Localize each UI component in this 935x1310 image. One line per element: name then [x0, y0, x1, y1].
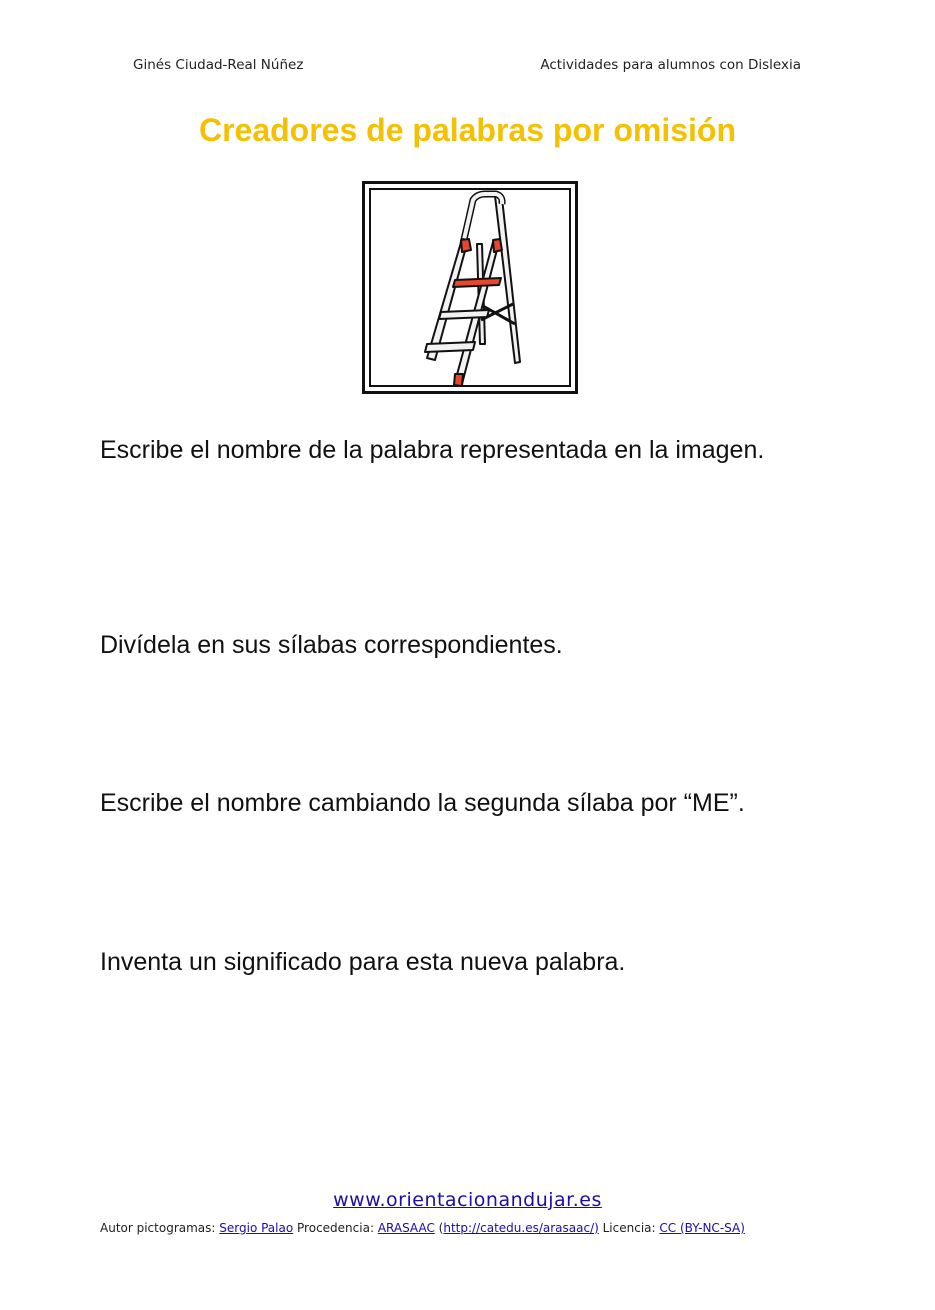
- question-1: Escribe el nombre de la palabra representada en la imagen.: [100, 436, 765, 464]
- license-link[interactable]: CC (BY-NC-SA): [659, 1221, 745, 1235]
- source-open: (: [438, 1221, 444, 1235]
- arasaac-link[interactable]: ARASAAC: [377, 1221, 435, 1235]
- arasaac-url-link[interactable]: http://catedu.es/arasaac/): [443, 1221, 599, 1235]
- source-label: Procedencia:: [297, 1221, 374, 1235]
- question-4: Inventa un significado para esta nueva palabra.: [100, 948, 626, 976]
- question-2: Divídela en sus sílabas correspondientes.: [100, 631, 563, 659]
- question-3: Escribe el nombre cambiando la segunda sílaba por “ME”.: [100, 789, 745, 817]
- footer-website: [0, 1189, 935, 1211]
- author-label: Autor pictogramas:: [100, 1221, 216, 1235]
- header-author: Ginés Ciudad-Real Núñez: [133, 57, 304, 73]
- page-title: Creadores de palabras por omisión: [198, 112, 737, 148]
- pictogram-frame: [362, 181, 578, 394]
- footer-credits: [100, 1221, 745, 1235]
- website-link[interactable]: www.orientacionandujar.es: [333, 1189, 602, 1211]
- header-series: Actividades para alumnos con Dislexia: [540, 57, 801, 73]
- step-ladder-icon: [365, 184, 575, 391]
- author-link[interactable]: Sergio Palao: [219, 1221, 294, 1235]
- license-label: Licencia:: [602, 1221, 656, 1235]
